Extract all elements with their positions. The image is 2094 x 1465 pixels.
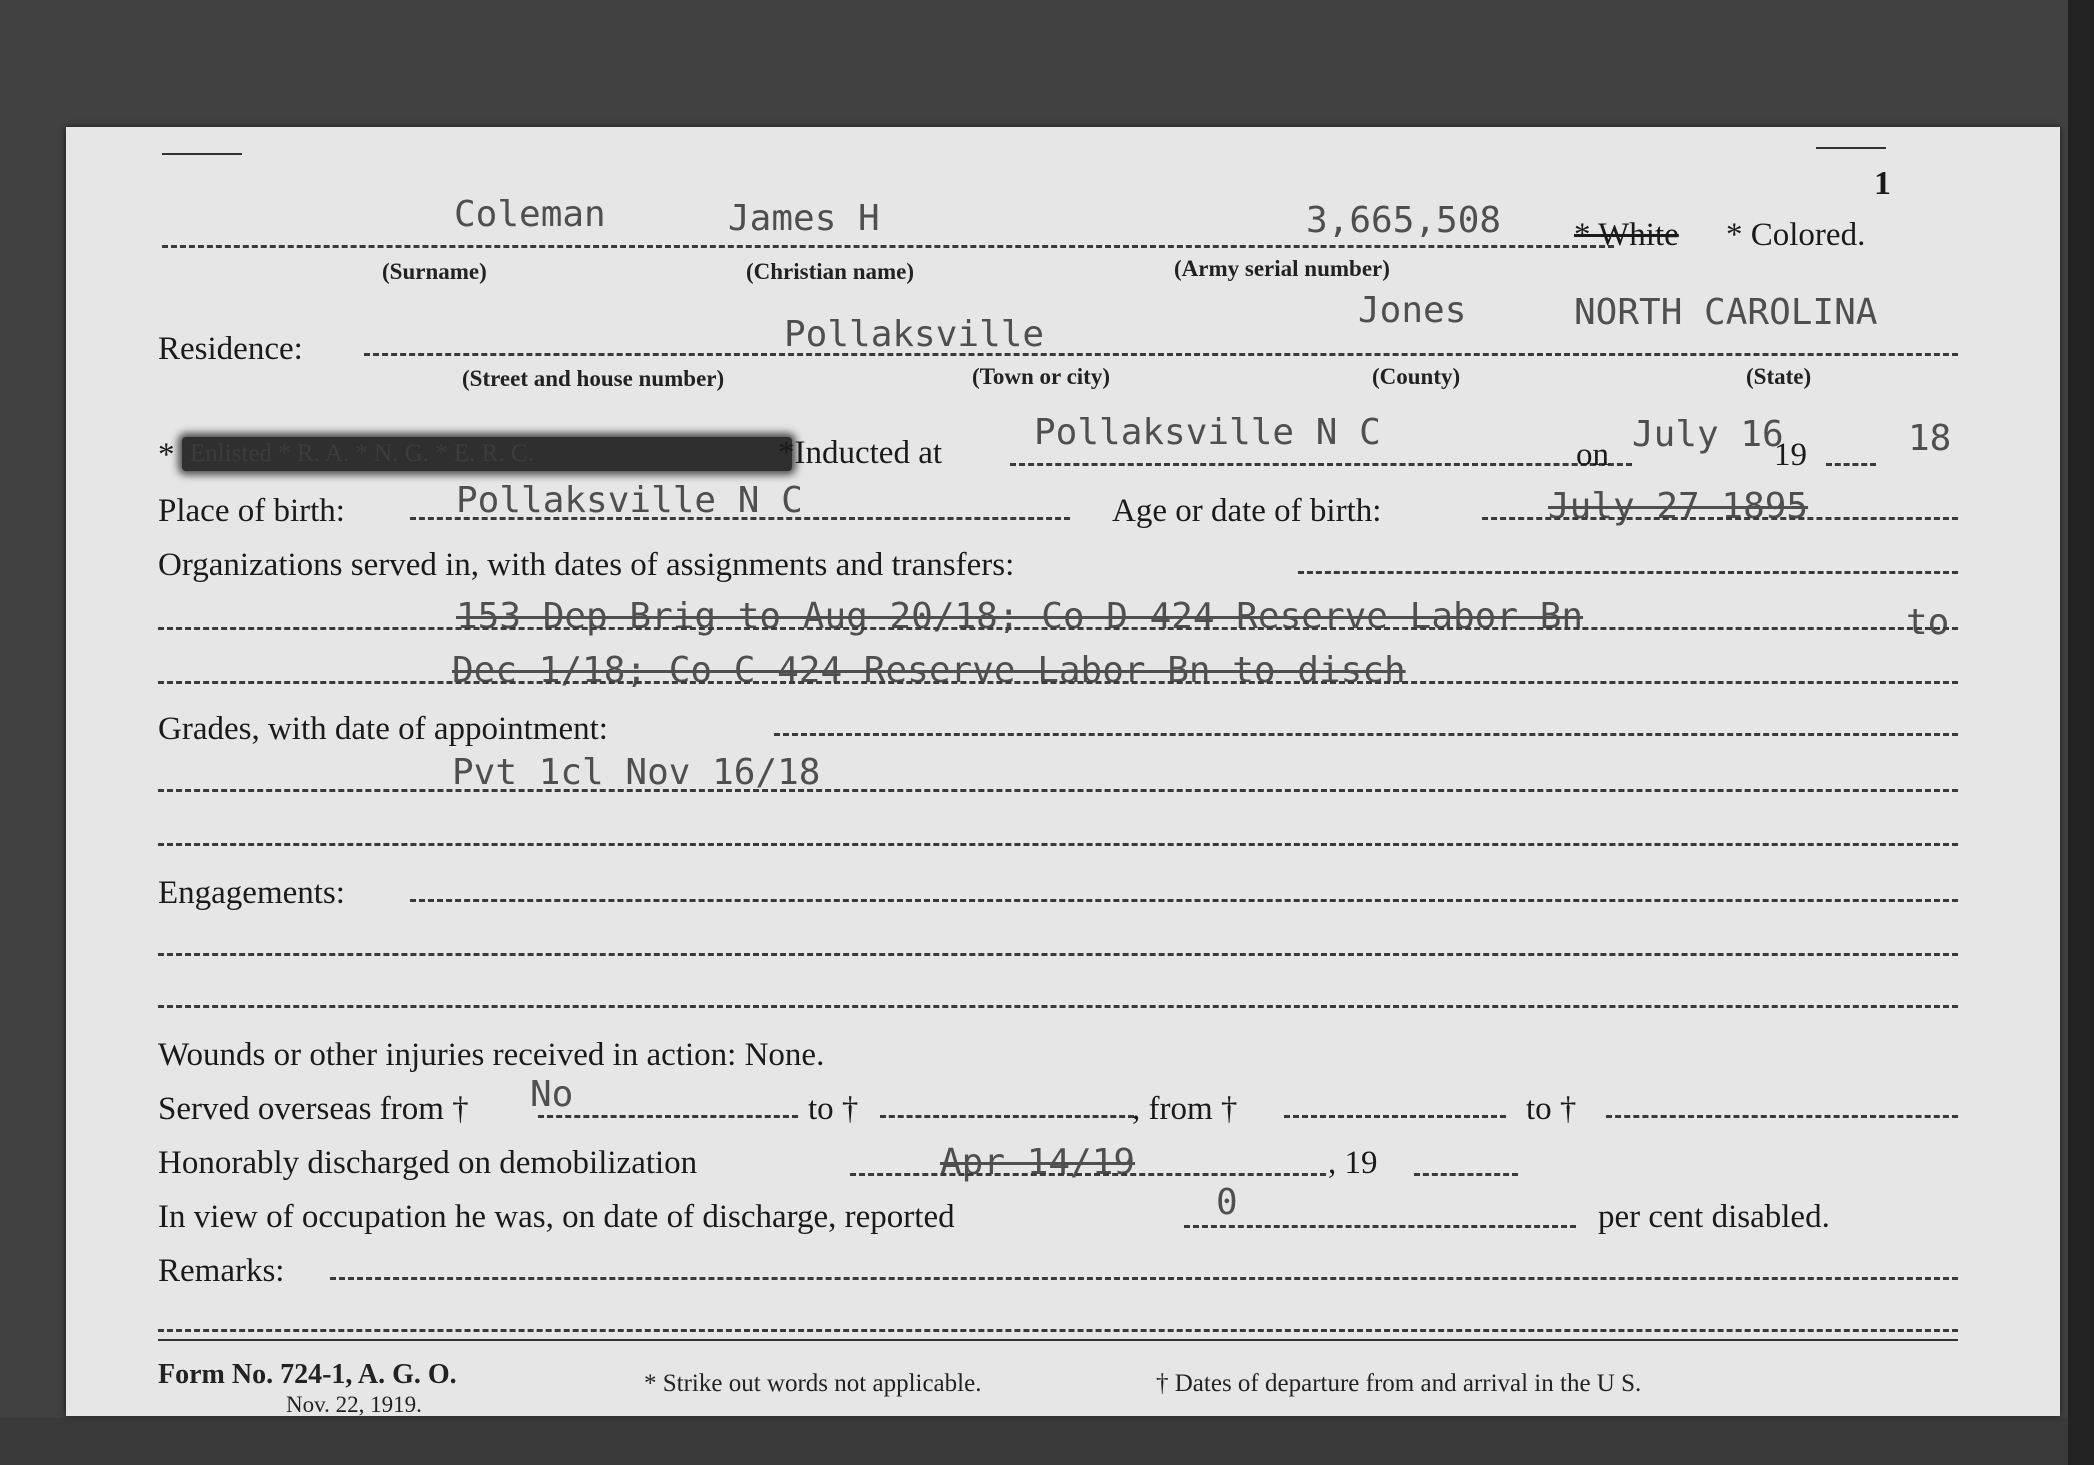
grades-line1: Pvt 1cl Nov 16/18 (452, 752, 821, 793)
serial-caption: (Army serial number) (1174, 256, 1390, 281)
organizations-label-line (1298, 571, 1958, 574)
engagements-rule-1 (158, 953, 1958, 956)
service-record-card (66, 127, 2060, 1416)
dates-note: † Dates of departure from and arrival in the U S. (1156, 1370, 1642, 1397)
birth-date-label: Age or date of birth: (1112, 493, 1382, 529)
christian-name-value: James H (728, 198, 880, 239)
overseas-value: No (530, 1074, 574, 1115)
town-caption: (Town or city) (972, 364, 1110, 389)
disability-line (1184, 1225, 1576, 1228)
organizations-rule-2 (158, 681, 1958, 684)
overseas-label: Served overseas from † (158, 1091, 469, 1127)
organizations-line1: 153 Dep Brig to Aug 20/18; Co D 424 Reserve Labor Bn (456, 596, 1584, 637)
discharge-date: Apr 14/19 (940, 1142, 1136, 1183)
top-left-mark (162, 153, 242, 155)
scan-background-bottom (0, 1418, 2094, 1465)
overseas-from-line (538, 1115, 798, 1118)
name-line (162, 245, 1614, 248)
engagements-label: Engagements: (158, 875, 345, 911)
induction-date: July 16 (1632, 414, 1784, 455)
serial-number-value: 3,665,508 (1306, 200, 1502, 241)
county-caption: (County) (1372, 364, 1461, 389)
discharge-year-label: , 19 (1328, 1145, 1378, 1181)
induction-year: 18 (1908, 418, 1952, 459)
residence-town: Pollaksville (784, 314, 1045, 355)
christian-caption: (Christian name) (746, 259, 915, 284)
organizations-rule-1 (158, 627, 1958, 630)
birth-place-line (410, 517, 1070, 520)
engagements-label-line (410, 899, 1958, 902)
overseas-to-line-2 (1606, 1115, 1958, 1118)
scan-background-right (2068, 0, 2094, 1465)
overseas-from-label: , from † (1132, 1091, 1238, 1127)
discharge-label: Honorably discharged on demobilization (158, 1145, 698, 1181)
organizations-line2: Dec 1/18; Co C 424 Reserve Labor Bn to disch (452, 650, 1406, 691)
inducted-label: *Inducted at (778, 435, 943, 471)
street-caption: (Street and house number) (462, 366, 725, 391)
grades-label: Grades, with date of appointment: (158, 711, 608, 747)
residence-county: Jones (1358, 290, 1467, 331)
birth-date: July 27 1895 (1548, 486, 1809, 527)
engagements-rule-2 (158, 1005, 1958, 1008)
grades-rule-1 (158, 789, 1958, 792)
footer-rule (158, 1339, 1958, 1341)
discharge-year-line (1414, 1173, 1518, 1176)
birth-place-label: Place of birth: (158, 493, 345, 529)
wounds-label: Wounds or other injuries received in action: None. (158, 1037, 825, 1073)
surname-value: Coleman (454, 194, 606, 235)
induction-on-label: on (1576, 437, 1609, 473)
struck-enlistment-options: Enlisted * R. A. * N. G. * E. R. C. (190, 440, 534, 467)
residence-state: NORTH CAROLINA (1574, 292, 1878, 333)
grades-label-line (774, 733, 1958, 736)
overseas-to-label-2: to † (1526, 1091, 1577, 1127)
race-white: * White (1574, 217, 1679, 253)
organizations-label: Organizations served in, with dates of assignments and transfers: (158, 547, 1015, 583)
induction-place: Pollaksville N C (1034, 412, 1381, 453)
remarks-label: Remarks: (158, 1253, 285, 1289)
remarks-rule-1 (158, 1329, 1958, 1332)
induction-year-prefix: 19 (1774, 437, 1807, 473)
discharge-line (850, 1173, 1326, 1176)
race-colored: * Colored. (1726, 217, 1866, 253)
residence-line (364, 353, 1958, 356)
card-number: 1 (1874, 165, 1891, 202)
disability-label: In view of occupation he was, on date of discharge, reported (158, 1199, 955, 1235)
grades-rule-2 (158, 843, 1958, 846)
birth-place: Pollaksville N C (456, 480, 803, 521)
induction-year-line (1826, 463, 1876, 466)
remarks-line (330, 1277, 1958, 1280)
organizations-line1-end: to (1906, 602, 1950, 643)
state-caption: (State) (1746, 364, 1812, 389)
top-right-mark (1816, 147, 1886, 149)
disability-suffix: per cent disabled. (1598, 1199, 1830, 1235)
overseas-to-line-1 (880, 1115, 1134, 1118)
form-number: Form No. 724-1, A. G. O. (158, 1359, 457, 1390)
surname-caption: (Surname) (382, 259, 487, 284)
overseas-from-line-2 (1284, 1115, 1506, 1118)
overseas-to-label-1: to † (808, 1091, 859, 1127)
induction-line (1010, 463, 1632, 466)
form-date: Nov. 22, 1919. (286, 1392, 422, 1417)
residence-label: Residence: (158, 331, 303, 367)
disability-value: 0 (1216, 1182, 1238, 1223)
strike-note: * Strike out words not applicable. (644, 1370, 982, 1397)
induction-asterisk: * (158, 437, 175, 473)
birth-date-line (1482, 517, 1958, 520)
